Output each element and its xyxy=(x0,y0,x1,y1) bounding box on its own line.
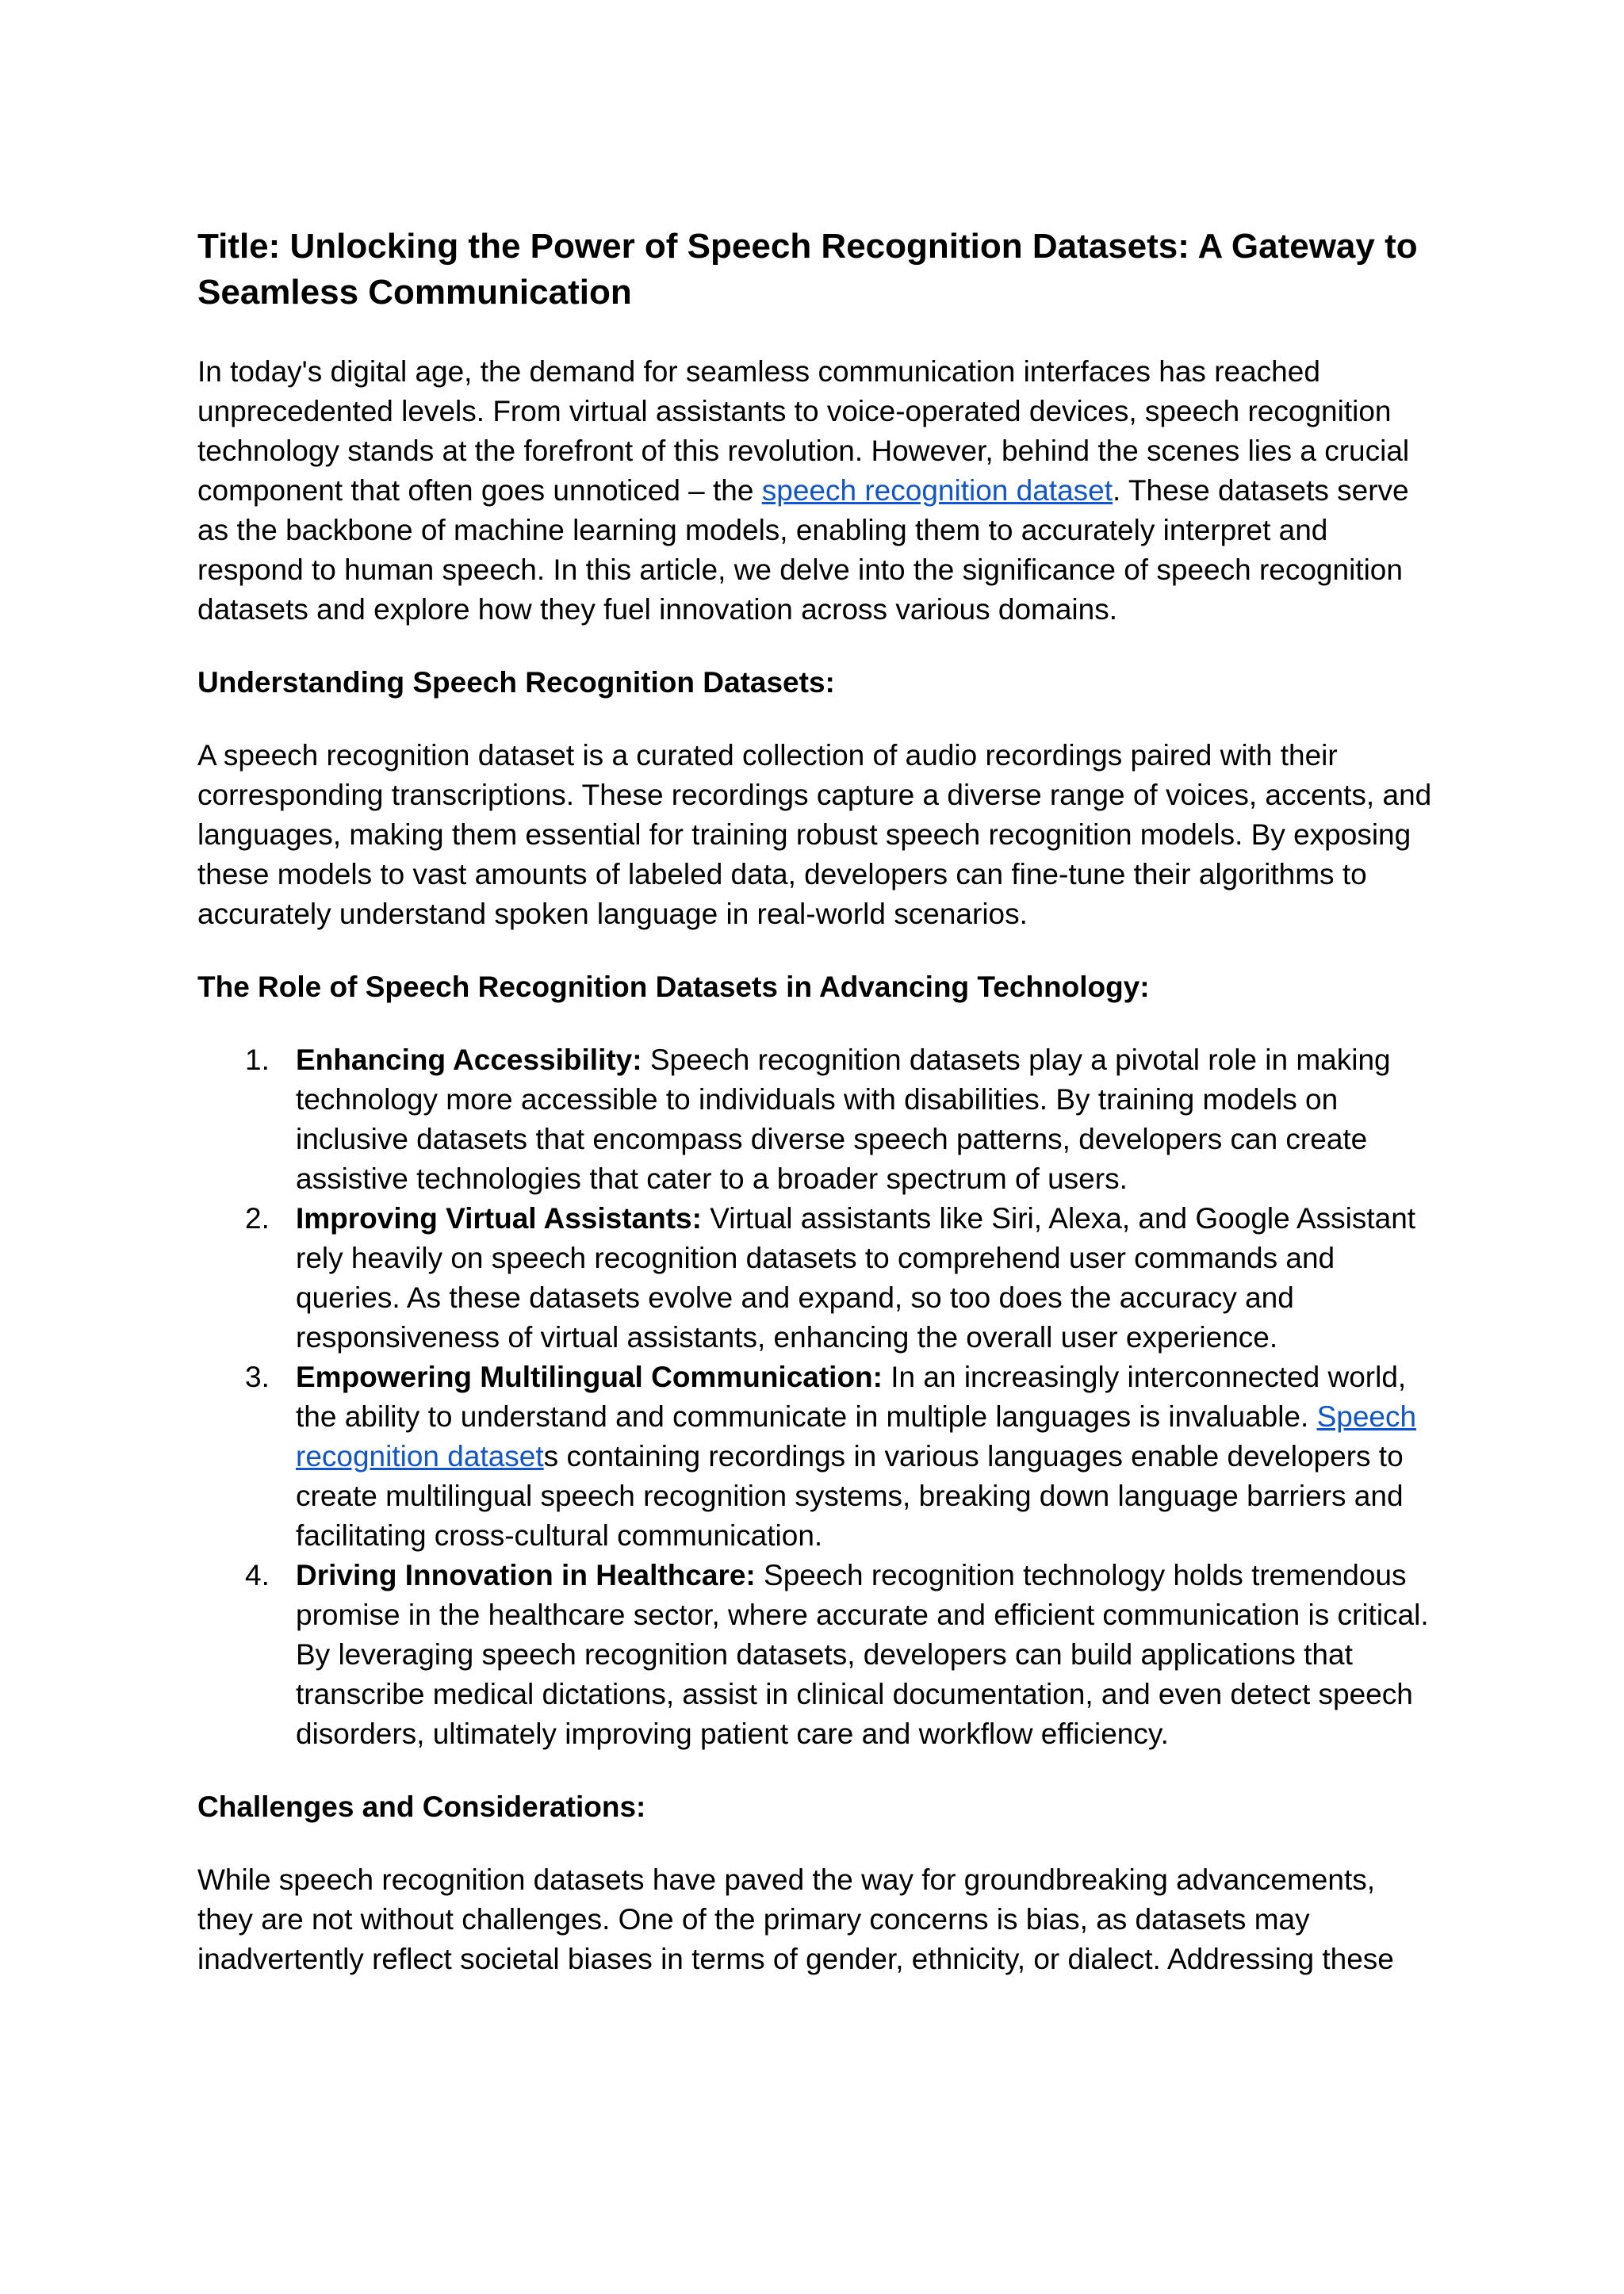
list-item-text: Virtual assistants like Siri, Alexa, and Google Assistant rely heavily on speech recognition datasets to comprehend user commands and queries. As these datasets evolve and expand, so too does the accuracy and responsiveness of virtual assistants, enhancing the overall user experience. xyxy=(296,1202,1416,1354)
list-item-bold-label: Driving Innovation in Healthcare: xyxy=(296,1559,756,1591)
list-item-text: Speech recognition technology holds tremendous promise in the healthcare sector, where accurate and efficient communication is critical. By leveraging speech recognition datasets, developers can build applications that transcribe medical dictations, assist in clinical documentation, and even detect speech disorders, ultimately improving patient care and workflow efficiency. xyxy=(296,1559,1429,1750)
list-item-number: 4. xyxy=(245,1559,270,1591)
list-item xyxy=(197,1358,1434,1556)
intro-text-after-link: . These datasets serve as the backbone of machine learning models, enabling them to accurately interpret and respond to human speech. In this article, we delve into the significance of speech recognition datasets and explore how they fuel innovation across various domains. xyxy=(197,474,1409,626)
document-title: Title: Unlocking the Power of Speech Recognition Datasets: A Gateway to Seamless Communication xyxy=(197,227,1418,312)
speech-recognition-dataset-link-2[interactable]: Speech recognition dataset xyxy=(296,1400,1417,1473)
list-item-bold-label: Empowering Multilingual Communication: xyxy=(296,1361,883,1393)
section-body-challenges: While speech recognition datasets have paved the way for groundbreaking advancements, they are not without challenges. One of the primary concerns is bias, as datasets may inadvertently reflect societal biases in terms of gender, ethnicity, or dialect. Addressing these xyxy=(197,1863,1394,1975)
list-item xyxy=(197,1199,1434,1358)
list-item-number: 1. xyxy=(245,1044,270,1076)
speech-recognition-dataset-link[interactable]: speech recognition dataset xyxy=(761,474,1113,507)
intro-text-before-link: In today's digital age, the demand for seamless communication interfaces has reached unprecedented levels. From virtual assistants to voice-operated devices, speech recognition technology stands at the forefront of this revolution. However, behind the scenes lies a crucial component that often goes unnoticed – the xyxy=(197,355,1410,507)
section-heading-understanding: Understanding Speech Recognition Datasets: xyxy=(197,666,835,699)
list-item-bold-label: Improving Virtual Assistants: xyxy=(296,1202,702,1235)
document-page xyxy=(197,224,1434,2013)
list-item-text: In an increasingly interconnected world, the ability to understand and communicate in multiple languages is invaluable. xyxy=(296,1361,1407,1433)
list-item-bold-label: Enhancing Accessibility: xyxy=(296,1044,642,1076)
list-item-number: 3. xyxy=(245,1361,270,1393)
list-item xyxy=(197,1040,1434,1199)
section-heading-role: The Role of Speech Recognition Datasets in Advancing Technology: xyxy=(197,971,1150,1003)
intro-paragraph xyxy=(197,352,1434,630)
list-item-text: Speech recognition datasets play a pivotal role in making technology more accessible to individuals with disabilities. By training models on inclusive datasets that encompass diverse speech patterns, developers can create assistive technologies that cater to a broader spectrum of users. xyxy=(296,1044,1391,1195)
section-body-understanding: A speech recognition dataset is a curated collection of audio recordings paired with their corresponding transcriptions. These recordings capture a diverse range of voices, accents, and languages, making them essential for training robust speech recognition models. By exposing these models to vast amounts of labeled data, developers can fine-tune their algorithms to accurately understand spoken language in real-world scenarios. xyxy=(197,739,1432,930)
role-list xyxy=(197,1040,1434,1754)
list-item xyxy=(197,1556,1434,1754)
list-item-number: 2. xyxy=(245,1202,270,1235)
section-heading-challenges: Challenges and Considerations: xyxy=(197,1790,646,1823)
list-item-text-after-link: s containing recordings in various languages enable developers to create multilingual speech recognition systems, breaking down language barriers and facilitating cross-cultural communication. xyxy=(296,1440,1404,1552)
